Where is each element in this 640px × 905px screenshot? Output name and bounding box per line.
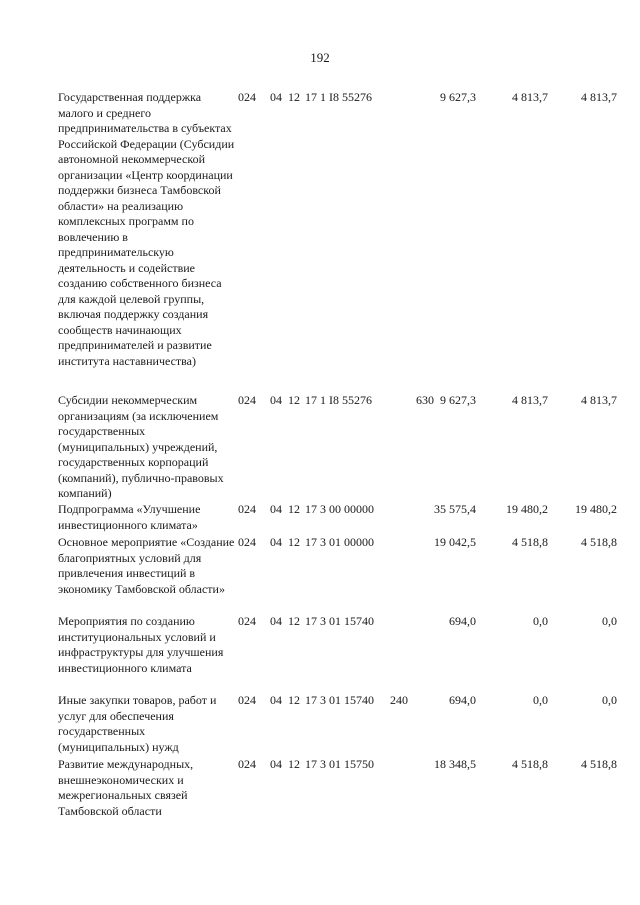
grbs-code: 024 [238,693,256,707]
amount-year-1: 18 348,5 [434,757,476,771]
row-name: Иные закупки товаров, работ и услуг для обеспечения государственных (муниципальных) нужд [58,693,217,754]
amount-year-2: 4 813,7 [512,90,548,104]
amount-year-3: 0,0 [602,693,617,707]
amount-year-3: 0,0 [602,614,617,628]
amount-year-1: 694,0 [449,614,476,628]
target-article-code: 17 3 00 00000 [305,502,374,516]
row-name: Развитие международных, внешнеэкономических и межрегиональных связей Тамбовской области [58,757,194,818]
section-code: 04 12 [270,502,300,516]
amount-year-2: 0,0 [533,614,548,628]
amount-year-1: 9 627,3 [440,90,476,104]
grbs-code: 024 [238,393,256,407]
section-code: 04 12 [270,693,300,707]
amount-year-1: 9 627,3 [440,393,476,407]
grbs-code: 024 [238,614,256,628]
expense-type-code: 240 [390,693,408,707]
amount-year-3: 19 480,2 [575,502,617,516]
amount-year-1: 694,0 [449,693,476,707]
section-code: 04 12 [270,614,300,628]
amount-year-1: 35 575,4 [434,502,476,516]
amount-year-3: 4 813,7 [581,90,617,104]
grbs-code: 024 [238,502,256,516]
amount-year-3: 4 518,8 [581,535,617,549]
grbs-code: 024 [238,535,256,549]
grbs-code: 024 [238,757,256,771]
amount-year-2: 4 813,7 [512,393,548,407]
amount-year-2: 0,0 [533,693,548,707]
amount-year-2: 4 518,8 [512,757,548,771]
section-code: 04 12 [270,757,300,771]
amount-year-3: 4 518,8 [581,757,617,771]
target-article-code: 17 3 01 15750 [305,757,374,771]
target-article-code: 17 3 01 15740 [305,614,374,628]
expense-type-code: 630 [416,393,434,407]
target-article-code: 17 1 I8 55276 [305,393,372,407]
page-number: 192 [310,50,330,65]
row-name: Основное мероприятие «Создание благоприятных условий для привлечения инвестиций в экономику Тамбовской области» [58,535,235,596]
amount-year-2: 4 518,8 [512,535,548,549]
row-name: Государственная поддержка малого и среднего предпринимательства в субъектах Российской Федерации (Субсидии автономной некоммерческой организации «Центр координации поддержки бизнеса Тамбовской области» на реализацию комплексных программ по вовлечению в предпринимательскую деятельность и содействие созданию собственного бизнеса для каждой целевой группы, включая поддержку создания сообществ начинающих предпринимателей и развитие института наставничества) [58,90,235,368]
target-article-code: 17 3 01 15740 [305,693,374,707]
row-name: Мероприятия по созданию институциональных условий и инфраструктуры для улучшения инвестиционного климата [58,614,224,675]
section-code: 04 12 [270,535,300,549]
amount-year-2: 19 480,2 [506,502,548,516]
row-name: Подпрограмма «Улучшение инвестиционного климата» [58,502,201,532]
amount-year-3: 4 813,7 [581,393,617,407]
grbs-code: 024 [238,90,256,104]
target-article-code: 17 1 I8 55276 [305,90,372,104]
amount-year-1: 19 042,5 [434,535,476,549]
section-code: 04 12 [270,393,300,407]
section-code: 04 12 [270,90,300,104]
target-article-code: 17 3 01 00000 [305,535,374,549]
row-name: Субсидии некоммерческим организациям (за исключением государственных (муниципальных) учреждений, государственных корпораций (компаний), публично-правовых компаний) [58,393,224,500]
